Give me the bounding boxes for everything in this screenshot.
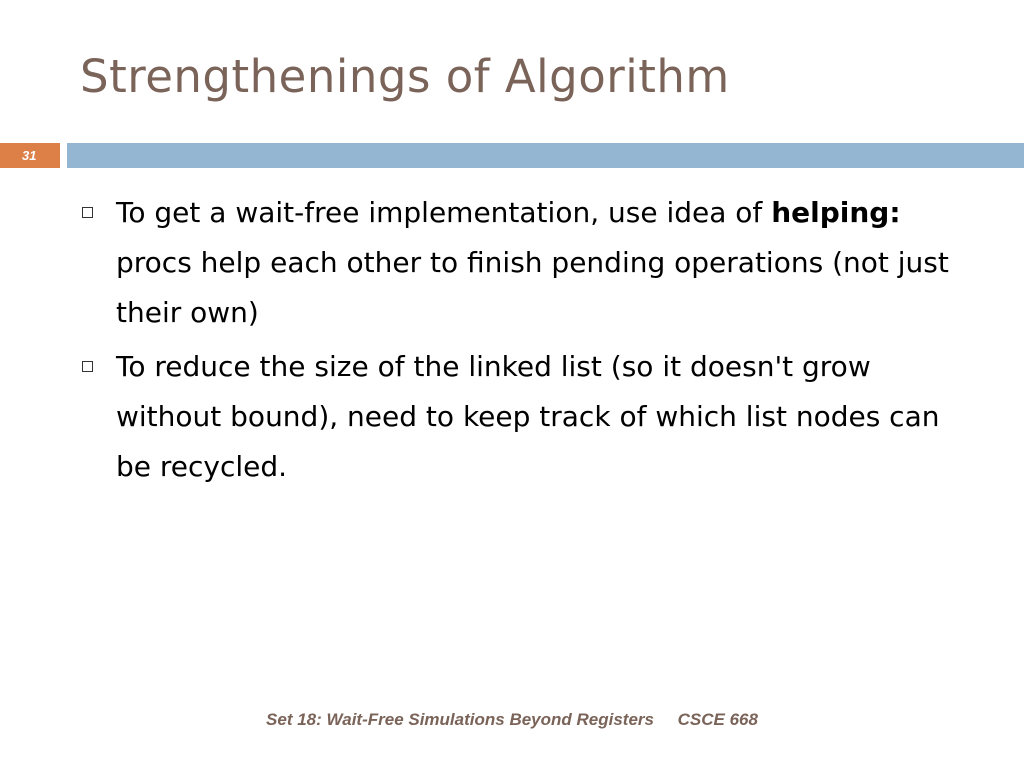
slide-title: Strengthenings of Algorithm	[80, 50, 730, 103]
hollow-square-icon	[82, 361, 93, 372]
hollow-square-icon	[82, 207, 93, 218]
title-rule-bar	[67, 143, 1024, 168]
footer-course: CSCE 668	[677, 710, 758, 729]
bullet-item-helping	[80, 188, 980, 338]
slide-footer	[0, 710, 1024, 730]
footer-set-label: Set 18: Wait-Free Simulations Beyond Registers	[266, 710, 654, 729]
bullet-list	[80, 188, 980, 496]
slide-number: 31	[22, 148, 37, 163]
bullet-text-intro: To get a wait-free implementation, use idea of	[116, 196, 772, 229]
slide-number-badge	[0, 143, 60, 168]
bullet-text-bold-term: helping:	[771, 196, 901, 229]
bullet-text-rest: procs help each other to finish pending operations (not just their own)	[116, 246, 949, 329]
bullet-text: To reduce the size of the linked list (so it doesn't grow without bound), need to keep track of which list nodes can be recycled.	[116, 350, 940, 483]
bullet-item-recycling	[80, 342, 980, 492]
